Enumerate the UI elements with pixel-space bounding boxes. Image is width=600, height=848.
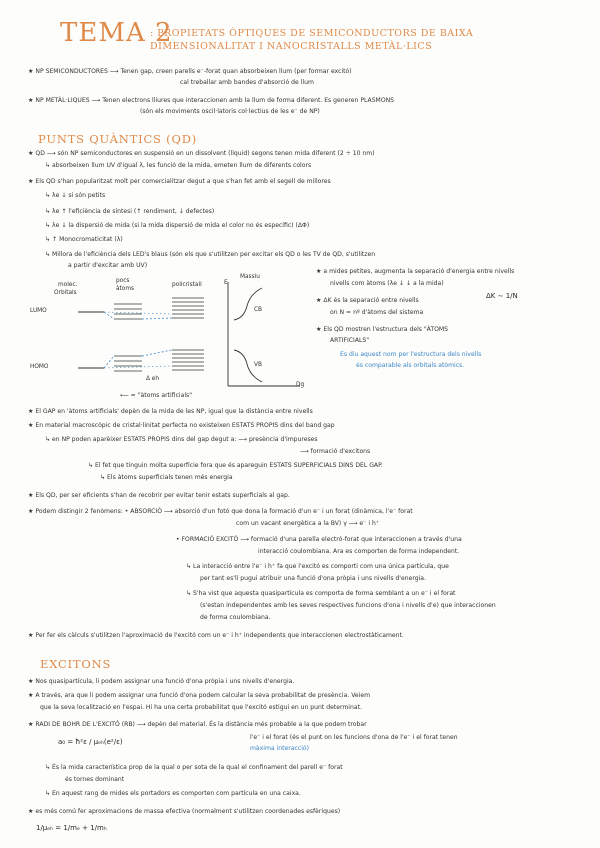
exciton-line: ↳ En aquest rang de mides els portadors es comporten com partícula en una caixa. <box>45 790 301 797</box>
energy-axis-label: E <box>224 280 228 286</box>
formula-bohr-radius: a₀ = ħ²ε / μₑₕ(e²/ε) <box>58 738 123 746</box>
lumo-trend-line <box>104 312 172 319</box>
qd-line: ↳ ↑ Monocromaticitat (λ) <box>45 236 123 243</box>
qd-line: a partir d'excitar amb UV) <box>68 262 148 269</box>
title-tema: TEMA 2 <box>60 18 173 48</box>
side-note: ARTIFICIALS" <box>330 337 370 344</box>
exciton-line: ★ A través, ara que li podem assignar una funció d'ona podem calcular la seva probabilitat de presència. Veiem <box>28 692 371 699</box>
side-note: on N = nº d'àtoms del sistema <box>330 309 424 316</box>
qd-line: interacció coulombiana. Ara es comporten de forma independent. <box>258 548 460 555</box>
qd-line: ★ En material macroscòpic de cristal·linitat perfecta no existeixen ESTATS PROPIS dins del band gap <box>28 422 335 429</box>
cb-label: CB <box>254 307 263 313</box>
few-atoms-levels <box>114 304 142 371</box>
formula-delta-k: ΔK ∼ 1/N <box>486 292 518 300</box>
col-label-molec: molec. <box>58 282 78 288</box>
homo-label: HOMO <box>30 364 49 370</box>
vb-label: VB <box>254 362 262 368</box>
qd-line: ★ Els QD, per ser eficients s'han de recobrir per evitar tenir estats superficials al gap. <box>28 492 290 499</box>
qd-line: ↳ λe ↓ la dispersió de mida (si la mida dispersió de mida el color no és específic) (ΔΦ) <box>45 222 310 229</box>
intro-line: cal treballar amb bandes d'absorció de llum <box>180 79 314 86</box>
qd-line: • FORMACIÓ EXCITÓ ⟶ formació d'una parella electró-forat que interaccionen a través d'una <box>176 536 462 543</box>
col-label-orbitals: Orbitals <box>54 290 77 296</box>
exciton-line: ★ Nos quasipartícula, li podem assignar una funció d'ona pròpia i uns nivells d'energia. <box>28 678 295 685</box>
qd-line: ★ Per fer els càlculs s'utilitzen l'aproximació de l'excitó com un e⁻ i h⁺ independents que interaccionen electrostàticament. <box>28 632 404 639</box>
homo-trend-line <box>104 350 172 368</box>
col-label-pocs: pocs <box>116 278 130 284</box>
qd-line: ★ Podem distingir 2 fenòmens: • ABSORCIÓ ⟶ absorció d'un fotó que dona la formació d'un e⁻ i un forat (dinàmica, l'e⁻ forat <box>28 508 413 515</box>
section-heading-qd: PUNTS QUÀNTICS (QD) <box>38 132 197 146</box>
gap-trend-line <box>104 312 172 368</box>
qd-line: ↳ S'ha vist que aquesta quasipartícula es comporta de forma semblant a un e⁻ i el forat <box>186 590 456 597</box>
intro-line: ★ NP SEMICONDUCTORES ⟶ Tenen gap, creen parells e⁻-forat quan absorbeixen llum (per formar excitó) <box>28 68 352 75</box>
qd-line: ★ QD ⟶ són NP semiconductores en suspensió en un dissolvent (líquid) segons tenen mida diferent (2 ÷ 10 nm) <box>28 150 375 157</box>
title-line-2: DIMENSIONALITAT I NANOCRISTALLS METÀL·LICS <box>150 41 433 52</box>
qd-line: ↳ λe ↑ l'eficiència de síntesi (↑ rendiment, ↓ defectes) <box>45 208 215 215</box>
col-label-atoms: àtoms <box>116 286 135 292</box>
qd-line: ★ El GAP en 'àtoms artificials' depèn de la mida de les NP, igual que la distància entre nivells <box>28 408 313 415</box>
side-note: ★ Els QD mostren l'estructura dels "ÀTOMS <box>316 326 449 333</box>
section-heading-excitons: EXCITONS <box>40 657 112 671</box>
qd-line: ↳ λe ↓ si són petits <box>45 192 106 199</box>
dos-axis-label: Dg <box>296 382 305 388</box>
col-label-policristall: policristall <box>172 282 202 288</box>
qd-line: ↳ El fet que tinguin molta superfície fora que és apareguin ESTATS SUPERFICIALS DINS DEL GAP. <box>88 462 383 469</box>
conduction-band-curve <box>234 288 262 320</box>
intro-line: ★ NP METÀL·LIQUES ⟶ Tenen electrons lliures que interaccionen amb la llum de forma diferent. Es generen PLASMONS <box>28 97 395 104</box>
lumo-label: LUMO <box>30 308 47 314</box>
side-note: ★ ΔK és la separació entre nivells <box>316 297 419 304</box>
diagram-caption: ⟵ = "àtoms artificials" <box>120 392 193 399</box>
page-title <box>60 18 474 52</box>
qd-line: ↳ absorbeixen llum UV d'igual λ, les funció de la mida, emeten llum de diferents colors <box>45 162 312 169</box>
exciton-line: ★ RADI DE BOHR DE L'EXCITÓ (RB) ⟶ depèn del material. És la distància més probable a la que podem trobar <box>28 721 367 728</box>
qd-line: ★ Els QD s'han popularitzat molt per comercialitzar degut a que s'han fet amb el segell de millores <box>28 178 331 185</box>
delta-eh-label: Δ eh <box>146 376 160 382</box>
exciton-line: és tornes dominant <box>65 776 125 783</box>
qd-line: ↳ La interacció entre l'e⁻ i h⁺ fa que l'excitó es comporti com una única partícula, que <box>186 563 449 570</box>
exciton-line: ★ es més comú fer aproximacions de massa efectiva (normalment s'utilitzen coordenades esfèriques) <box>28 808 341 815</box>
side-note: ★ a mides petites, augmenta la separació d'energia entre nivells <box>316 268 515 275</box>
qd-line: com un vacant energètica a la BV) γ ⟶ e⁻ i h⁺ <box>236 520 380 527</box>
qd-line: ↳ en NP poden aparèixer ESTATS PROPIS dins del gap degut a: ⟶ presència d'impureses <box>45 436 318 443</box>
qd-line: (s'estan independentes amb les seves respectives funcions d'ona i nivells d'e) que interaccionen <box>200 602 496 609</box>
side-note: nivells com àtoms (λe ↓ ↓ a la mida) <box>330 280 444 287</box>
exciton-line: que la seva localització en l'espai. Hi ha una certa probabilitat que l'excitó estigui en un punt determinat. <box>40 704 362 711</box>
qd-line: ↳ Els àtoms superficials tenen més energia <box>100 474 233 481</box>
side-note-blue: Es diu aquest nom per l'estructura dels nivells <box>340 351 482 358</box>
exciton-line: l'e⁻ i el forat (és el punt on les funcions d'ona de l'e⁻ i el forat tenen <box>250 734 458 741</box>
side-note-blue: és comparable als orbitals atòmics. <box>356 362 465 369</box>
exciton-line: ↳ És la mida característica prop de la qual o per sota de la qual el confinament del parell e⁻ forat <box>45 764 343 771</box>
qd-line: ↳ Millora de l'eficiència dels LED's blaus (són els que s'utilitzen per excitar els QD o les TV de QD, s'utilitzen <box>45 251 376 258</box>
exciton-line-blue: màxima interacció) <box>250 745 310 752</box>
qd-line: ⟶ formació d'excitons <box>300 448 371 455</box>
polycrystal-levels <box>172 298 204 370</box>
qd-line: de forma coulombiana. <box>200 614 271 621</box>
qd-line: per tant es'lí pugui atribuir una funció d'ona pròpia i uns nivells d'energia. <box>200 575 426 582</box>
col-label-massiu: Massiu <box>240 274 260 280</box>
title-line-1: : PROPIETATS ÒPTIQUES DE SEMICONDUCTORS DE BAIXA <box>150 28 474 39</box>
intro-line: (són els moviments oscil·latoris col·lectius de les e⁻ de NP) <box>140 108 320 115</box>
formula-reduced-mass: 1/μₑₕ = 1/mₑ + 1/mₕ <box>36 824 107 832</box>
